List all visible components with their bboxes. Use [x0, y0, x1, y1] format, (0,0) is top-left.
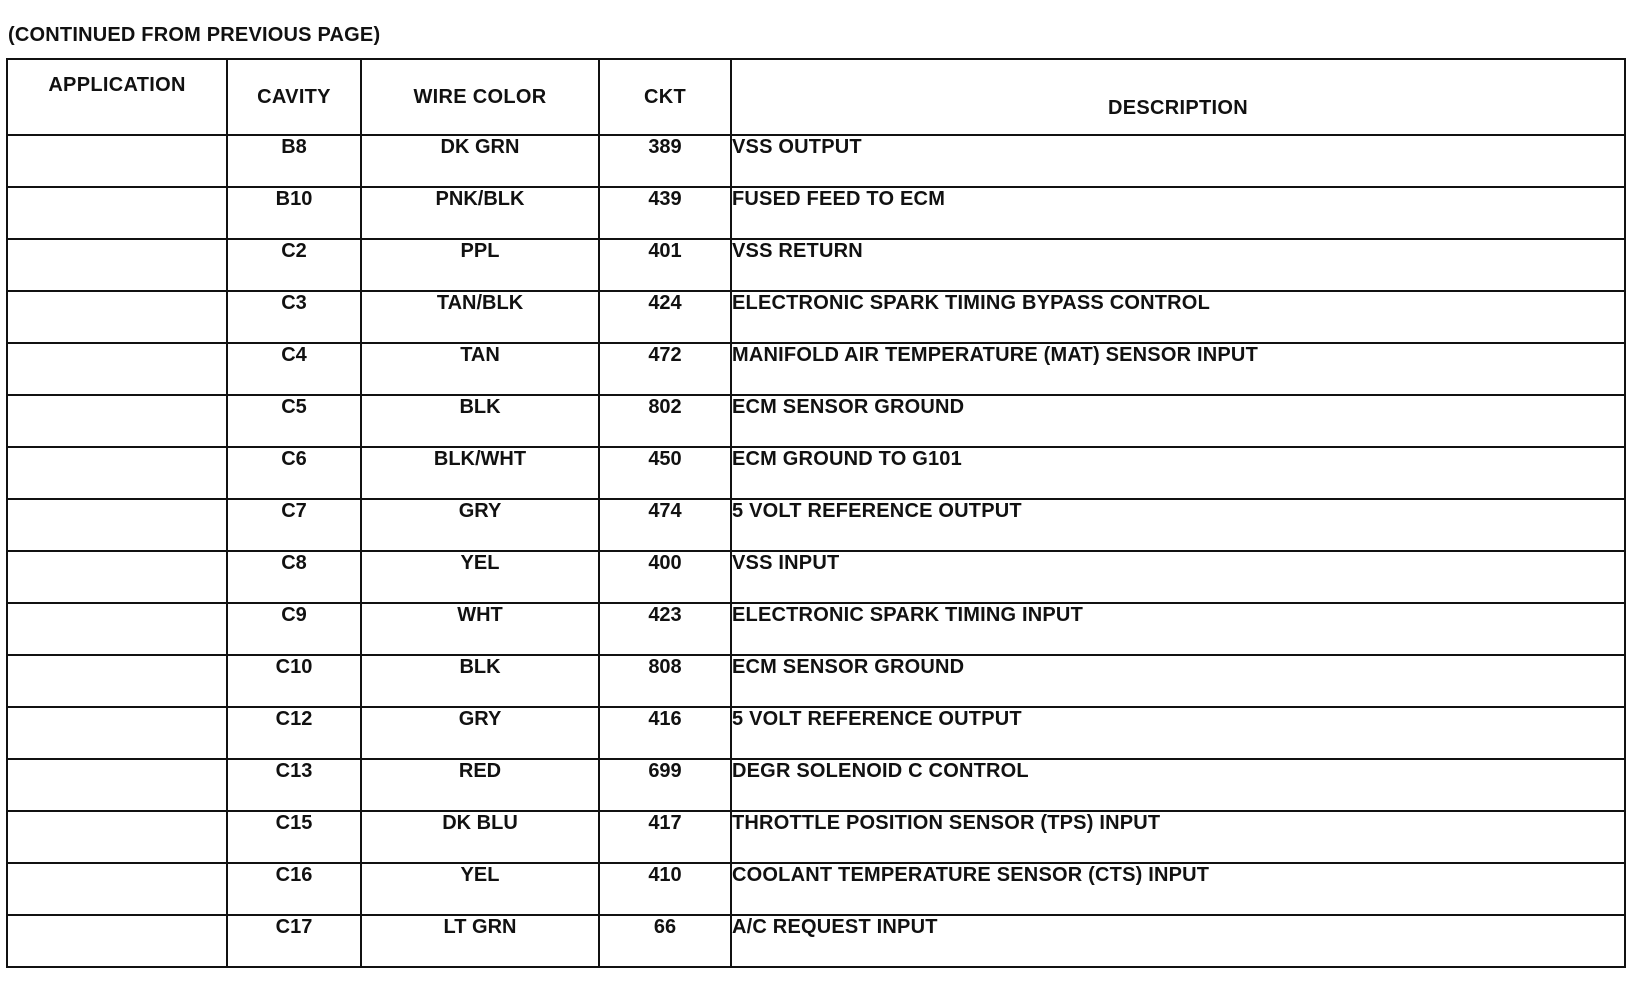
header-cavity: CAVITY	[227, 59, 361, 135]
cell-cavity: C15	[227, 811, 361, 863]
cell-wire-color: RED	[361, 759, 599, 811]
cell-ckt: 439	[599, 187, 731, 239]
cell-cavity: C10	[227, 655, 361, 707]
cell-cavity: C6	[227, 447, 361, 499]
cell-ckt: 417	[599, 811, 731, 863]
header-ckt: CKT	[599, 59, 731, 135]
cell-application	[7, 863, 227, 915]
cell-description: ECM SENSOR GROUND	[731, 395, 1625, 447]
table-row	[7, 395, 1625, 447]
cell-description: DEGR SOLENOID C CONTROL	[731, 759, 1625, 811]
cell-description: ELECTRONIC SPARK TIMING INPUT	[731, 603, 1625, 655]
cell-description: 5 VOLT REFERENCE OUTPUT	[731, 707, 1625, 759]
cell-wire-color: GRY	[361, 499, 599, 551]
continued-note: (CONTINUED FROM PREVIOUS PAGE)	[8, 24, 381, 46]
cell-cavity: C9	[227, 603, 361, 655]
cell-wire-color: DK GRN	[361, 135, 599, 187]
table-row	[7, 551, 1625, 603]
cell-cavity: C13	[227, 759, 361, 811]
cell-ckt: 802	[599, 395, 731, 447]
cell-ckt: 472	[599, 343, 731, 395]
table-row	[7, 135, 1625, 187]
cell-description: COOLANT TEMPERATURE SENSOR (CTS) INPUT	[731, 863, 1625, 915]
table-row	[7, 603, 1625, 655]
table-row	[7, 343, 1625, 395]
cell-ckt: 450	[599, 447, 731, 499]
cell-description: VSS OUTPUT	[731, 135, 1625, 187]
cell-ckt: 424	[599, 291, 731, 343]
cell-ckt: 699	[599, 759, 731, 811]
cell-description: THROTTLE POSITION SENSOR (TPS) INPUT	[731, 811, 1625, 863]
cell-application	[7, 655, 227, 707]
table-body	[7, 135, 1625, 967]
cell-cavity: C7	[227, 499, 361, 551]
table-row	[7, 655, 1625, 707]
cell-wire-color: WHT	[361, 603, 599, 655]
cell-ckt: 400	[599, 551, 731, 603]
table-row	[7, 707, 1625, 759]
cell-ckt: 401	[599, 239, 731, 291]
cell-ckt: 423	[599, 603, 731, 655]
cell-ckt: 474	[599, 499, 731, 551]
cell-ckt: 389	[599, 135, 731, 187]
cell-wire-color: TAN	[361, 343, 599, 395]
cell-application	[7, 447, 227, 499]
cell-ckt: 808	[599, 655, 731, 707]
connector-pinout-table	[6, 58, 1626, 968]
cell-application	[7, 915, 227, 967]
table-row	[7, 187, 1625, 239]
cell-cavity: C4	[227, 343, 361, 395]
cell-wire-color: PPL	[361, 239, 599, 291]
cell-description: ELECTRONIC SPARK TIMING BYPASS CONTROL	[731, 291, 1625, 343]
cell-cavity: C16	[227, 863, 361, 915]
table-row	[7, 811, 1625, 863]
cell-wire-color: GRY	[361, 707, 599, 759]
cell-description: A/C REQUEST INPUT	[731, 915, 1625, 967]
table-row	[7, 915, 1625, 967]
header-description: DESCRIPTION	[731, 59, 1625, 135]
table-row	[7, 499, 1625, 551]
table-row	[7, 759, 1625, 811]
cell-cavity: C2	[227, 239, 361, 291]
cell-cavity: C8	[227, 551, 361, 603]
cell-wire-color: TAN/BLK	[361, 291, 599, 343]
header-wire-color: WIRE COLOR	[361, 59, 599, 135]
cell-description: ECM SENSOR GROUND	[731, 655, 1625, 707]
cell-wire-color: BLK	[361, 655, 599, 707]
table-header-row	[7, 59, 1625, 135]
cell-wire-color: BLK/WHT	[361, 447, 599, 499]
cell-wire-color: LT GRN	[361, 915, 599, 967]
table-row	[7, 863, 1625, 915]
cell-cavity: C3	[227, 291, 361, 343]
cell-application	[7, 551, 227, 603]
table-row	[7, 447, 1625, 499]
cell-application	[7, 239, 227, 291]
cell-application	[7, 499, 227, 551]
header-application: APPLICATION	[7, 59, 227, 135]
cell-application	[7, 343, 227, 395]
cell-description: VSS INPUT	[731, 551, 1625, 603]
table-row	[7, 291, 1625, 343]
cell-wire-color: YEL	[361, 863, 599, 915]
cell-application	[7, 707, 227, 759]
cell-wire-color: YEL	[361, 551, 599, 603]
cell-description: ECM GROUND TO G101	[731, 447, 1625, 499]
cell-application	[7, 811, 227, 863]
cell-description: FUSED FEED TO ECM	[731, 187, 1625, 239]
cell-application	[7, 603, 227, 655]
cell-cavity: B10	[227, 187, 361, 239]
cell-application	[7, 395, 227, 447]
cell-application	[7, 759, 227, 811]
cell-cavity: C5	[227, 395, 361, 447]
cell-description: 5 VOLT REFERENCE OUTPUT	[731, 499, 1625, 551]
cell-cavity: B8	[227, 135, 361, 187]
cell-wire-color: BLK	[361, 395, 599, 447]
cell-ckt: 410	[599, 863, 731, 915]
cell-cavity: C17	[227, 915, 361, 967]
cell-cavity: C12	[227, 707, 361, 759]
cell-description: MANIFOLD AIR TEMPERATURE (MAT) SENSOR INPUT	[731, 343, 1625, 395]
table-row	[7, 239, 1625, 291]
cell-description: VSS RETURN	[731, 239, 1625, 291]
cell-application	[7, 135, 227, 187]
cell-ckt: 66	[599, 915, 731, 967]
cell-wire-color: DK BLU	[361, 811, 599, 863]
cell-wire-color: PNK/BLK	[361, 187, 599, 239]
cell-application	[7, 291, 227, 343]
cell-ckt: 416	[599, 707, 731, 759]
cell-application	[7, 187, 227, 239]
